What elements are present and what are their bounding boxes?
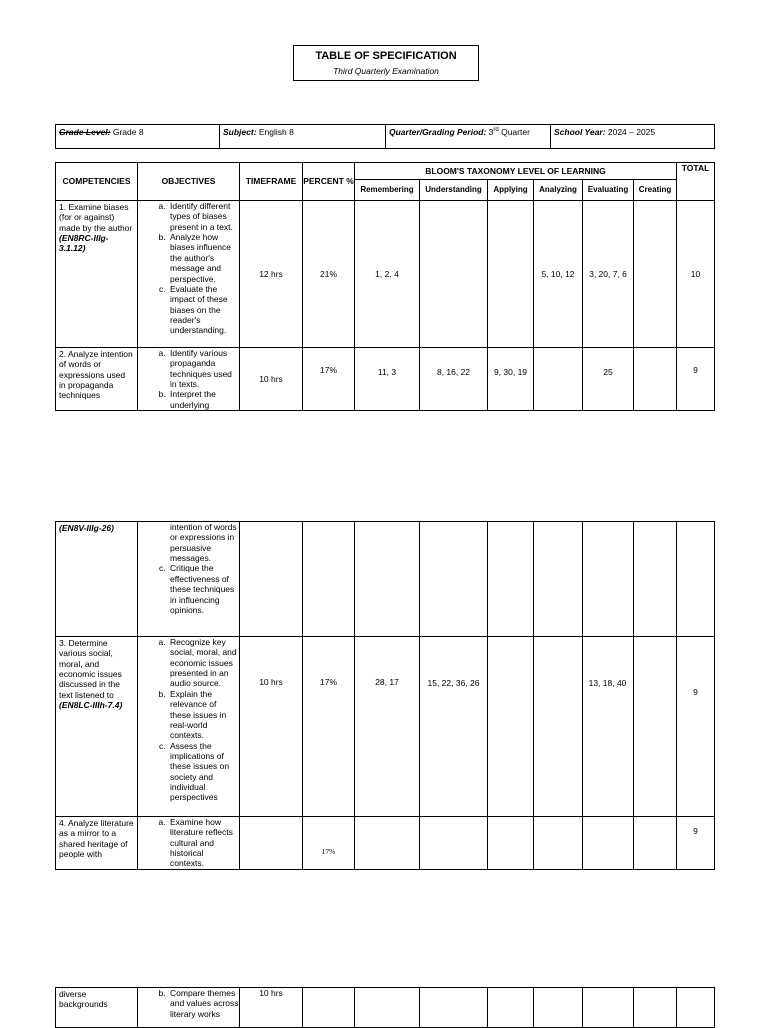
total-cell: 9	[677, 348, 715, 411]
header-total: TOTAL	[677, 163, 715, 201]
percent-cell	[303, 988, 355, 1028]
remembering-cell: 28, 17	[355, 637, 420, 817]
title-box	[293, 45, 479, 81]
objective-item: a. Recognize key social, moral, and economic issues presented in an audio source.	[168, 637, 239, 689]
header-percent: PERCENT %	[303, 163, 355, 201]
applying-cell	[488, 817, 534, 870]
competency-cell: 4. Analyze literature as a mirror to a shared heritage of people with	[56, 817, 138, 870]
grade-level-cell	[56, 125, 220, 149]
timeframe-cell: 10 hrs	[240, 988, 303, 1028]
objectives-cell	[138, 522, 240, 637]
remembering-cell	[355, 988, 420, 1028]
header-creating: Creating	[634, 180, 677, 201]
total-cell: 9	[677, 817, 715, 870]
total-cell: 9	[677, 637, 715, 817]
analyzing-cell	[534, 988, 583, 1028]
understanding-cell: 8, 16, 22	[420, 348, 488, 411]
quarter-value-rest: Quarter	[498, 127, 530, 137]
analyzing-cell	[534, 637, 583, 817]
percent-cell: 17%	[303, 817, 355, 870]
objective-item: c. Critique the effectiveness of these techniques in influencing opinions.	[168, 563, 239, 615]
document-subtitle: Third Quarterly Examination	[333, 66, 439, 76]
analyzing-cell	[534, 348, 583, 411]
total-cell	[677, 988, 715, 1028]
evaluating-cell	[583, 522, 634, 637]
creating-cell	[634, 201, 677, 348]
objective-item: a. Identify various propaganda techniques used in texts.	[168, 348, 239, 389]
school-year-value: 2024 – 2025	[605, 127, 656, 137]
applying-cell	[488, 201, 534, 348]
competency-cell: 2. Analyze intention of words or expressions used in propaganda techniques	[56, 348, 138, 411]
objective-item: b. Explain the relevance of these issues in real-world contexts.	[168, 689, 239, 741]
evaluating-cell	[583, 817, 634, 870]
understanding-cell	[420, 522, 488, 637]
percent-cell: 17%	[303, 637, 355, 817]
understanding-cell: 15, 22, 36, 26	[420, 637, 488, 817]
objectives-cell	[138, 637, 240, 817]
analyzing-cell	[534, 522, 583, 637]
remembering-cell: 1, 2, 4	[355, 201, 420, 348]
quarter-sup: rd	[493, 127, 499, 134]
creating-cell	[634, 817, 677, 870]
timeframe-cell: 12 hrs	[240, 201, 303, 348]
spec-table-page2	[55, 521, 715, 870]
evaluating-cell	[583, 637, 634, 817]
percent-cell: 17%	[303, 348, 355, 411]
table-row	[56, 637, 715, 817]
remembering-cell	[355, 817, 420, 870]
objectives-cell	[138, 817, 240, 870]
subject-label: Subject:	[223, 127, 257, 137]
applying-cell	[488, 637, 534, 817]
evaluating-cell: 25	[583, 348, 634, 411]
competency-cell	[56, 201, 138, 348]
understanding-cell	[420, 201, 488, 348]
header-timeframe: TIMEFRAME	[240, 163, 303, 201]
evaluating-cell	[583, 988, 634, 1028]
objective-item: c. Assess the implications of these issues on society and individual perspectives	[168, 741, 239, 803]
quarter-label: Quarter/Grading Period:	[389, 127, 487, 137]
subject-cell	[220, 125, 386, 149]
timeframe-cell	[240, 817, 303, 870]
applying-cell	[488, 522, 534, 637]
analyzing-cell	[534, 817, 583, 870]
competency-cell: diverse backgrounds	[56, 988, 138, 1028]
info-table	[55, 124, 715, 149]
quarter-value: 3	[486, 127, 494, 137]
school-year-label: School Year:	[554, 127, 606, 137]
table-row	[56, 348, 715, 411]
document-title: TABLE OF SPECIFICATION	[315, 50, 457, 62]
percent-cell	[303, 522, 355, 637]
understanding-cell	[420, 988, 488, 1028]
total-cell: 10	[677, 201, 715, 348]
table-row	[56, 201, 715, 348]
analyzing-cell: 5, 10, 12	[534, 201, 583, 348]
objective-continuation: intention of words or expressions in persuasive messages.	[170, 522, 237, 564]
objective-item: c. Evaluate the impact of these biases on the reader's understanding.	[168, 284, 239, 336]
table-row	[56, 522, 715, 637]
competency-cell	[56, 637, 138, 817]
objectives-cell	[138, 201, 240, 348]
subject-value: English 8	[256, 127, 294, 137]
header-remembering: Remembering	[355, 180, 420, 201]
grade-level-value: Grade 8	[110, 127, 144, 137]
header-analyzing: Analyzing	[534, 180, 583, 201]
evaluating-cell: 3, 20, 7, 6	[583, 201, 634, 348]
objective-item: a. Examine how literature reflects cultural and historical contexts.	[168, 817, 239, 869]
remembering-cell	[355, 522, 420, 637]
total-cell	[677, 522, 715, 637]
remembering-cell: 11, 3	[355, 348, 420, 411]
header-evaluating: Evaluating	[583, 180, 634, 201]
competency-code: (EN8V-IIIg-26)	[59, 523, 114, 533]
creating-cell	[634, 348, 677, 411]
header-objectives: OBJECTIVES	[138, 163, 240, 201]
objective-item: a. Identify different types of biases present in a text.	[168, 201, 239, 232]
header-applying: Applying	[488, 180, 534, 201]
applying-cell: 9, 30, 19	[488, 348, 534, 411]
creating-cell	[634, 988, 677, 1028]
header-bloom: BLOOM'S TAXONOMY LEVEL OF LEARNING	[355, 163, 677, 180]
table-row	[56, 817, 715, 870]
percent-cell: 21%	[303, 201, 355, 348]
header-competencies: COMPETENCIES	[56, 163, 138, 201]
applying-cell	[488, 988, 534, 1028]
objective-item: b. Interpret the underlying	[168, 389, 239, 410]
objective-item: b. Compare themes and values across literary works	[168, 988, 239, 1019]
understanding-cell	[420, 817, 488, 870]
creating-cell	[634, 522, 677, 637]
school-year-cell	[551, 125, 715, 149]
competency-code: (EN8LC-IIIh-7.4)	[59, 700, 123, 711]
grade-level-label: Grade Level:	[59, 127, 111, 137]
spec-table-page1	[55, 162, 715, 411]
timeframe-cell: 10 hrs	[240, 637, 303, 817]
timeframe-cell	[240, 522, 303, 637]
competency-cell	[56, 522, 138, 637]
spec-table-page3	[55, 987, 715, 1028]
objective-item: b. Analyze how biases influence the author's message and perspective.	[168, 232, 239, 284]
competency-text: 3. Determine various social, moral, and economic issues discussed in the text listened to	[59, 638, 122, 700]
objectives-cell	[138, 348, 240, 411]
header-understanding: Understanding	[420, 180, 488, 201]
timeframe-cell: 10 hrs	[240, 348, 303, 411]
table-row	[56, 988, 715, 1028]
competency-code: (EN8RC-IIIg-3.1.12)	[59, 233, 109, 254]
creating-cell	[634, 637, 677, 817]
quarter-cell	[386, 125, 551, 149]
row3-evaluating-value: 13, 18, 40	[588, 678, 627, 688]
objectives-cell	[138, 988, 240, 1028]
competency-text: 1. Examine biases (for or against) made by the author	[59, 202, 133, 233]
